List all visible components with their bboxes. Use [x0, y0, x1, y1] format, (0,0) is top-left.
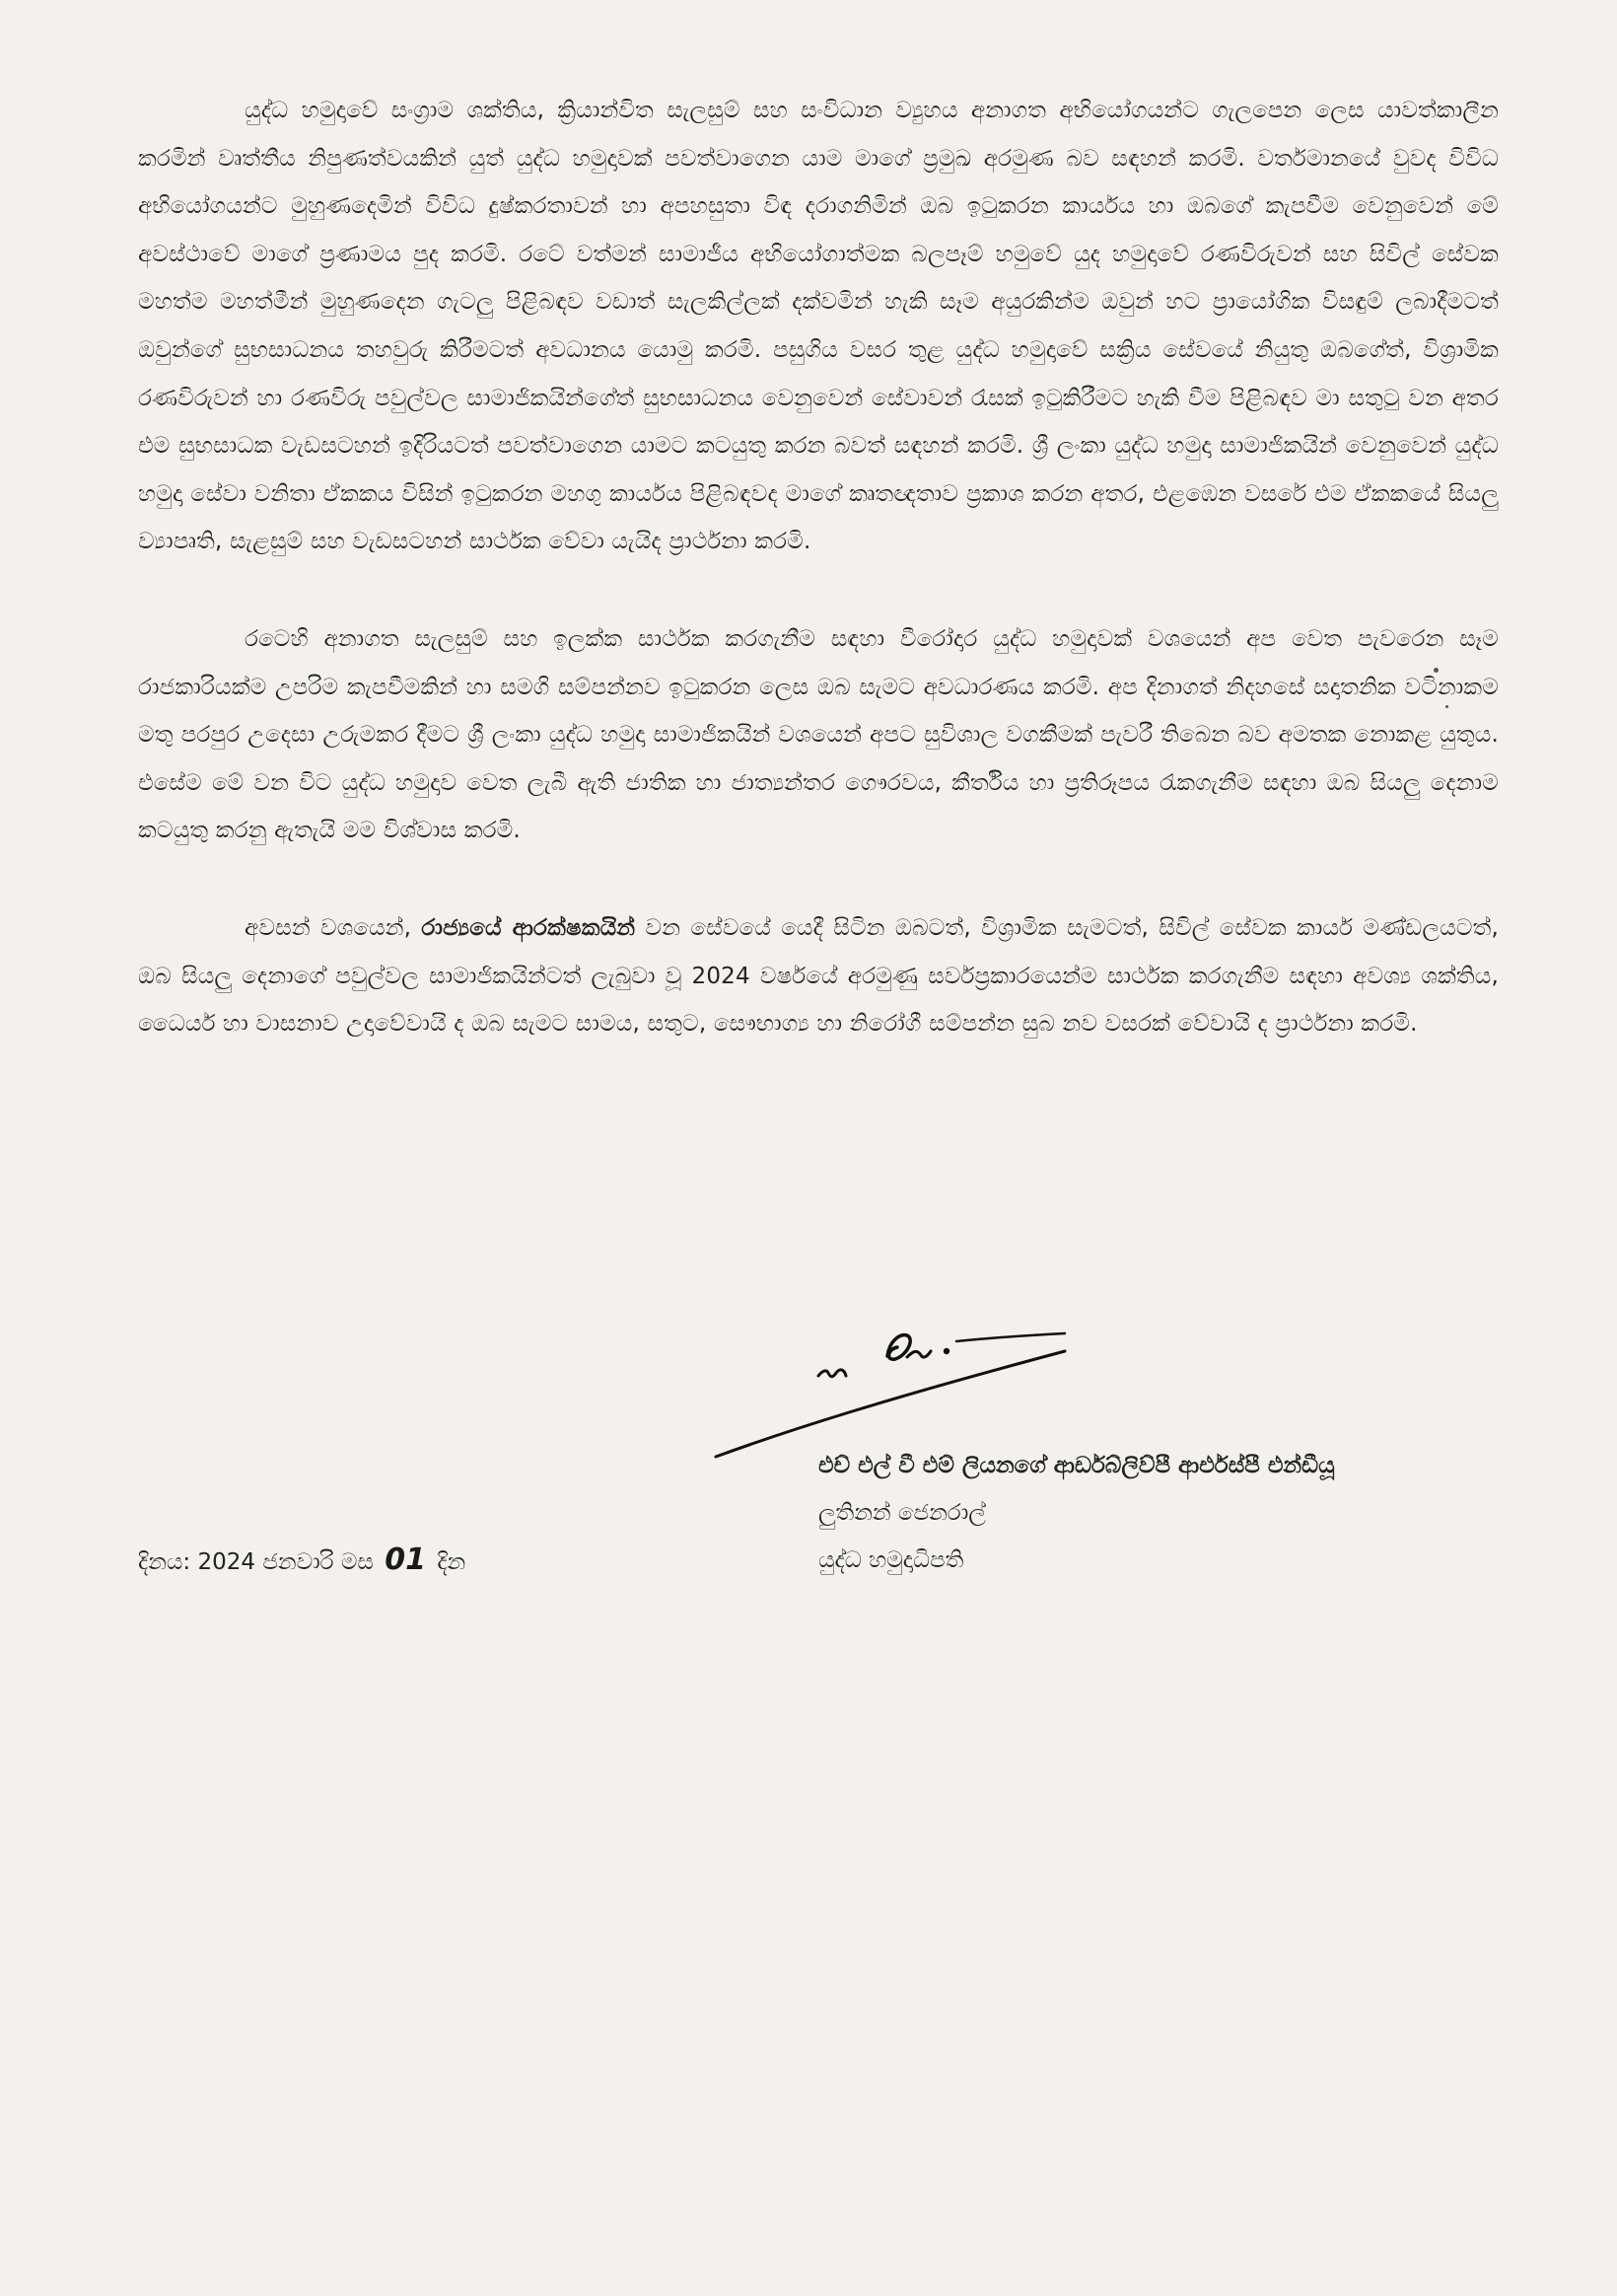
signatory-name: එච් එල් වී එම් ලියනගේ ආර්ඩබ්ලිව්පී ආර්එස්පී එන්ඩීයූ: [818, 1453, 1335, 1478]
paragraph-1: යුද්ධ හමුදාවේ සංග්‍රාම ශක්තිය, ක්‍රියාන්විත සැලසුම් සහ සංවිධාන ව්‍යුහය අනාගත අභියෝගයන්ට ගැලපෙන ලෙස යාවත්කාලීන කරමින් වෘත්තීය නිපුණත්වයකින් යුත් යුද්ධ හමුදාවක් පවත්වාගෙන යාම මාගේ ප්‍රමුඛ අරමුණ බව සඳහන් කරමි. වර්තමානයේ වුවද විවිධ අභියෝගයන්ට මුහුණදෙමින් විවිධ දුෂ්කරතාවන් හා අපහසුතා විඳ දරාගනිමින් ඔබ ඉටුකරන කාර්යය හා ඔබගේ කැපවීම වෙනුවෙන් මේ අවස්ථාවේ මාගේ ප්‍රණාමය පුද කරමි. රටේ වත්මන් සාමාජීය අභියෝගාත්මක බලපෑම් හමුවේ යුද හමුදාවේ රණවිරුවන් සහ සිවිල් සේවක මහත්ම මහත්මීන් මුහුණදෙන ගැටලු පිළිබඳව වඩාත් සැලකිල්ලක් දක්වමින් හැකි සෑම අයුරකින්ම ඔවුන් හට ප්‍රායෝගික විසඳුම් ලබාදීමටත් ඔවුන්ගේ සුභසාධනය තහවුරු කිරීමටත් අවධානය යොමු කරමි. පසුගිය වසර තුළ යුද්ධ හමුදාවේ සක්‍රිය සේවයේ නියුතු ඔබගේත්, විශ්‍රාමික රණවිරුවන් හා රණවිරු පවුල්වල සාමාජිකයින්ගේත් සුභසාධනය වෙනුවෙන් සේවාවන් රැසක් ඉටුකිරීමට හැකි වීම පිළිබඳව මා සතුටු වන අතර එම සුභසාධක වැඩසටහන් ඉදිරියටත් පවත්වාගෙන යාමට කටයුතු කරන බවත් සඳහන් කරමි. ශ්‍රී ලංකා යුද්ධ හමුදා සාමාජිකයින් වෙනුවෙන් යුද්ධ හමුදා සේවා වනිතා ඒකකය විසින් ඉටුකරන මහගු කාර්යය පිළිබඳවද මාගේ කෘතඥතාව ප්‍රකාශ කරන අතර, එළඹෙන වසරේ එම ඒකකයේ සියලු ව්‍යාපෘති, සැළසුම් සහ වැඩසටහන් සාර්ථක වේවා යැයිද ප්‍රාර්ථනා කරමි.: [138, 98, 1499, 555]
closing-text-end: වන සේවයේ යෙදී සිටින ඔබටත්, විශ්‍රාමික සැමටත්, සිවිල් සේවක කාර්ය මණ්ඩලයටත්, ඔබ සියලු දෙනාගේ පවුල්වල සාමාජිකයින්ටත් ලැබුවා වූ 2024 වර්ෂයේ අරමුණු සර්වප්‍රකාරයෙන්ම සාර්ථක කරගැනීම සඳහා අවශ්‍ය ශක්තිය, ධෛර්ය හා වාසනාව උදාවේවායි ද ඔබ සැමට සාමය, සතුට, සෞභාග්‍ය හා නිරෝගී සම්පන්න සුබ නව වසරක් වේවායි ද ප්‍රාර්ථනා කරමි.: [138, 914, 1499, 1038]
paragraph-closing: [138, 904, 1499, 1048]
signature-block: [818, 1442, 1335, 1584]
signatory-title: යුද්ධ හමුදාධිපති: [818, 1547, 964, 1573]
date-suffix: දින: [437, 1549, 466, 1575]
closing-text-start: අවසන් වශයෙන්,: [245, 914, 422, 941]
closing-bold-phrase: රාජ්‍යයේ ආරක්ෂකයින්: [421, 914, 636, 941]
letter-body: [138, 87, 1499, 1098]
signatory-rank: ලුතිනන් ජෙනරාල්: [818, 1500, 986, 1526]
date-prefix: දිනය: 2024 ජනවාරි මස: [138, 1549, 374, 1575]
paper-speck: [1434, 668, 1439, 673]
paper-speck: [1445, 705, 1448, 708]
date-line: [138, 1543, 465, 1577]
date-day: 01: [385, 1543, 427, 1577]
paragraph-2: රටෙහි අනාගත සැලසුම් සහ ඉලක්ක සාර්ථක කරගැනීම සඳහා වීරෝදාර යුද්ධ හමුදාවක් වශයෙන් අප වෙත පැවරෙන සෑම රාජකාරියක්ම උපරිම කැපවීමකින් හා සමගි සම්පන්නව ඉටුකරන ලෙස ඔබ සැමට අවධාරණය කරමි. අප දිනාගත් නිදහසේ සදාතනික වටිනාකම මතු පරපුර උදෙසා උරුමකර දීමට ශ්‍රී ලංකා යුද්ධ හමුදා සාමාජිකයින් වශයෙන් අපට සුවිශාල වගකීමක් පැවරී තිබෙන බව අමතක නොකළ යුතුය. එසේම මේ වන විට යුද්ධ හමුදාව වෙත ලැබී ඇති ජාතික හා ජාත්‍යන්තර ගෞරවය, කීර්තිය හා ප්‍රතිරූපය රැකගැනීම සඳහා ඔබ සියලු දෙනාම කටයුතු කරනු ඇතැයි මම විශ්වාස කරමි.: [138, 625, 1499, 844]
